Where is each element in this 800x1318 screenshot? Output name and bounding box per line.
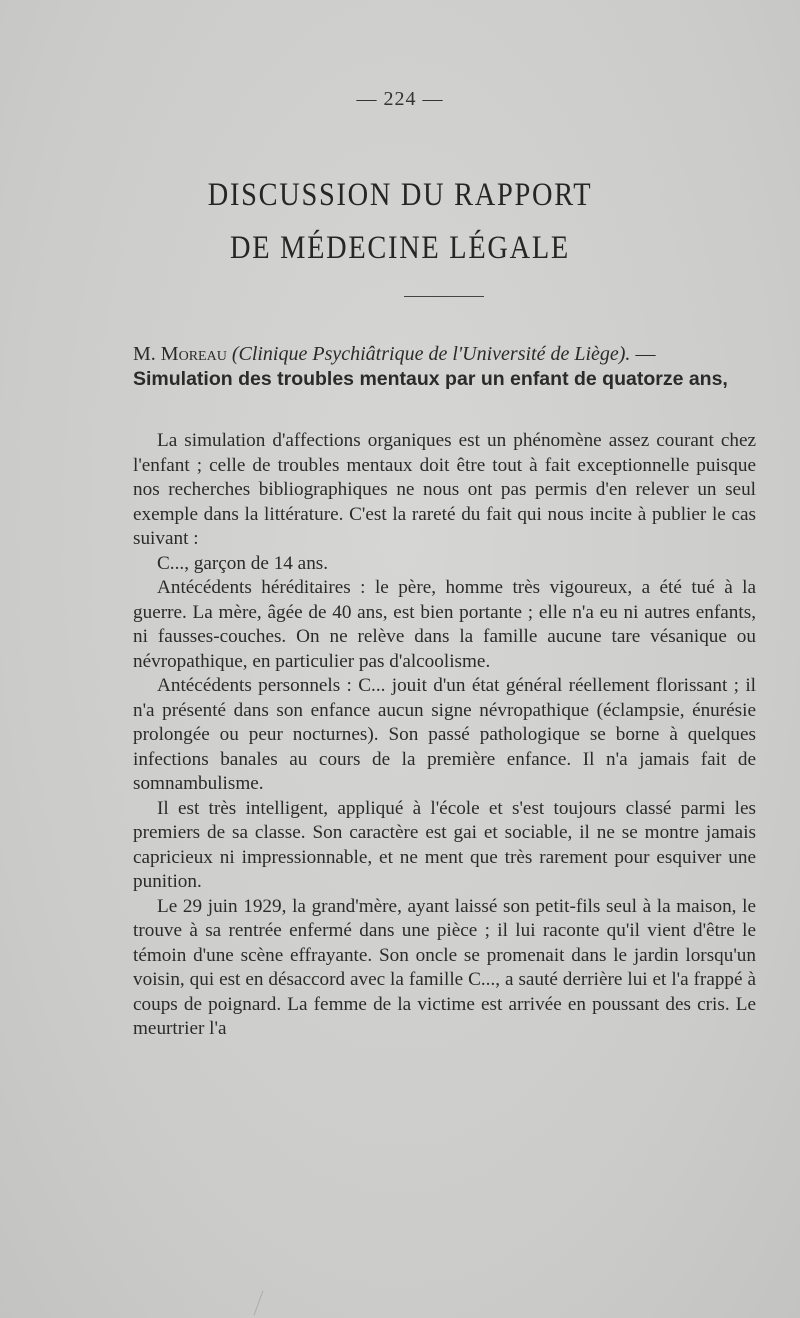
paragraph-incident: Le 29 juin 1929, la grand'mère, ayant laissé son petit-fils seul à la maison, le trouve à sa rentrée enfermé dans une pièce ; il lui raconte qu'il vient d'être le témoin d'une scène effrayante. Son oncle se promenait dans le jardin lorsqu'un voisin, qui est en désaccord avec la famille C..., a sauté derrière lui et l'a frappé à coups de poignard. La femme de la victime est arrivée en poussant des cris. Le meurtrier l'a <box>133 895 756 1039</box>
header-dash: — <box>630 343 656 365</box>
author-name: Moreau <box>160 343 227 365</box>
paragraph-intro: La simulation d'affections organiques est un phénomène assez courant chez l'enfant ; celle de troubles mentaux doit être tout à fait exceptionnelle puisque nos recherches bibliographiques ne nous ont pas permis d'en relever un seul exemple dans la littérature. C'est la rareté du fait qui nous incite à publier le cas suivant : <box>133 430 756 549</box>
article-title: Simulation des troubles mentaux par un enfant de quatorze ans, <box>133 368 728 390</box>
paragraph-character: Il est très intelligent, appliqué à l'école et s'est toujours classé parmi les premiers de sa classe. Son caractère est gai et sociable, il ne se montre jamais capricieux ni impressionnable, et ne ment que très rarement pour esquiver une punition. <box>133 797 756 892</box>
title-divider <box>404 296 484 297</box>
section-title-line-1: DISCUSSION DU RAPPORT <box>207 177 593 213</box>
paper-crease-mark <box>254 1291 264 1316</box>
paragraph-hereditary-history: Antécédents héréditaires : le père, homme très vigoureux, a été tué à la guerre. La mère, âgée de 40 ans, est bien portante ; elle n'a eu ni autres enfants, ni fausses-couches. On ne relève dans la famille aucune tare vésanique ou névropathique, en particulier pas d'alcoolisme. <box>133 577 756 672</box>
section-title-line-2: DE MÉDECINE LÉGALE <box>230 230 570 266</box>
article-body <box>133 342 756 1042</box>
article-header <box>133 342 756 392</box>
paragraph-patient: C..., garçon de 14 ans. <box>157 552 329 574</box>
page-number: — 224 — <box>356 88 444 110</box>
author-prefix: M. <box>133 343 156 365</box>
paragraph-personal-history: Antécédents personnels : C... jouit d'un état général réellement florissant ; il n'a présenté dans son enfance aucun signe névropathique (éclampsie, énurésie prolongée ou peur nocturnes). Son passé pathologique se borne à quelques infections banales au cours de la première enfance. Il n'a jamais fait de somnambulisme. <box>133 675 756 794</box>
author-affiliation: (Clinique Psychiâtrique de l'Université de Liège). <box>231 343 631 365</box>
